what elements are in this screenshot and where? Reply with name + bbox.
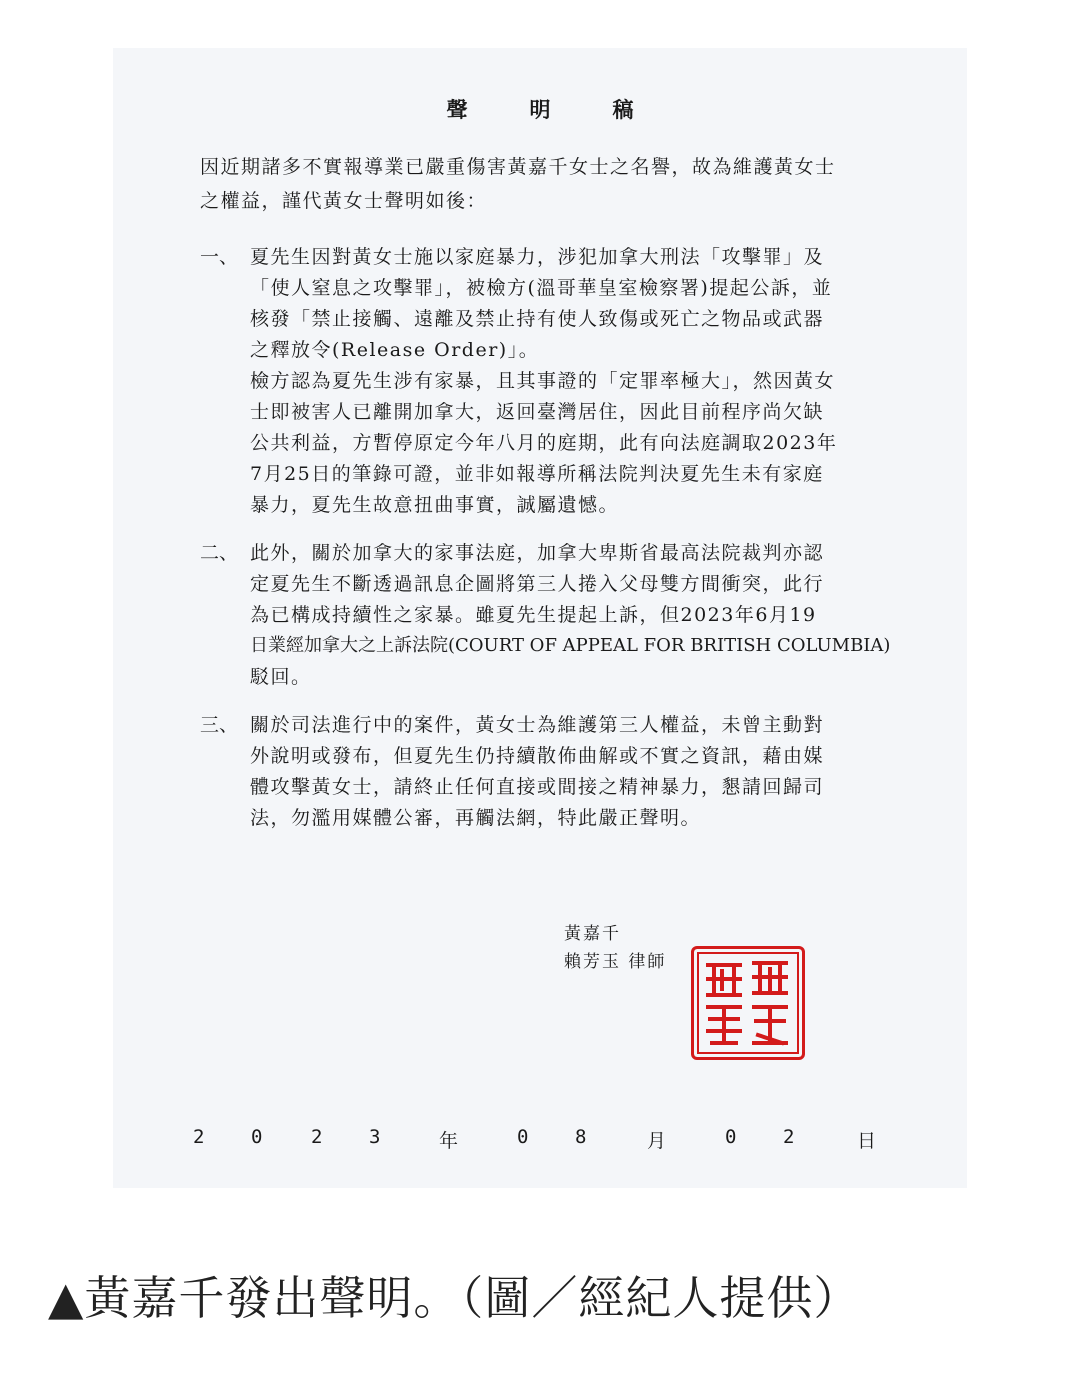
section-line: 士即被害人已離開加拿大，返回臺灣居住，因此目前程序尚欠缺: [250, 401, 825, 423]
section-line: 定夏先生不斷透過訊息企圖將第三人捲入父母雙方間衝突，此行: [250, 573, 825, 595]
date-char: 2: [311, 1126, 323, 1148]
section-number: 二、: [200, 542, 239, 564]
document-date: [193, 1126, 883, 1156]
section-line: 7月25日的筆錄可證，並非如報導所稱法院判決夏先生未有家庭: [250, 463, 824, 485]
section-line: 暴力，夏先生故意扭曲事實，誠屬遺憾。: [250, 494, 620, 516]
signature-name: 黃嘉千: [564, 924, 621, 944]
section-line: 「使人窒息之攻擊罪」，被檢方(溫哥華皇室檢察署)提起公訴，並: [250, 277, 833, 299]
date-char: 0: [251, 1126, 263, 1148]
section-line: 法，勿濫用媒體公審，再觸法網，特此嚴正聲明。: [250, 807, 702, 829]
section-line: 駁回。: [250, 666, 312, 688]
seal-glyph-icon: [694, 949, 802, 1057]
section-line: 之釋放令(Release Order)」。: [250, 339, 540, 361]
section-line: 核發「禁止接觸、遠離及禁止持有使人致傷或死亡之物品或武器: [250, 308, 825, 330]
section-line: 夏先生因對黃女士施以家庭暴力，涉犯加拿大刑法「攻擊罪」及: [250, 246, 825, 268]
intro-line: 因近期諸多不實報導業已嚴重傷害黃嘉千女士之名譽，故為維護黃女士: [200, 156, 836, 178]
section-line: 體攻擊黃女士，請終止任何直接或間接之精神暴力，懇請回歸司: [250, 776, 825, 798]
image-caption: ▲黃嘉千發出聲明。（圖／經紀人提供）: [48, 1271, 861, 1325]
date-char: 8: [575, 1126, 587, 1148]
section-line: 為已構成持續性之家暴。雖夏先生提起上訴，但2023年6月19: [250, 604, 817, 626]
date-char: 年: [439, 1130, 459, 1152]
lawyer-seal-stamp: [691, 946, 805, 1060]
section-line: 關於司法進行中的案件，黃女士為維護第三人權益，未曾主動對: [250, 714, 825, 736]
signature-lawyer: 賴芳玉 律師: [564, 952, 667, 972]
section-line: 日業經加拿大之上訴法院(COURT OF APPEAL FOR BRITISH COLUMBIA): [250, 635, 891, 656]
section-number: 一、: [200, 246, 239, 268]
section-line: 此外，關於加拿大的家事法庭，加拿大卑斯省最高法院裁判亦認: [250, 542, 825, 564]
date-char: 2: [193, 1126, 205, 1148]
intro-line: 之權益，謹代黃女士聲明如後：: [200, 190, 488, 212]
document-title: 聲明稿: [446, 97, 696, 122]
date-char: 0: [725, 1126, 737, 1148]
section-line: 公共利益，方暫停原定今年八月的庭期，此有向法庭調取2023年: [250, 432, 838, 454]
date-char: 2: [783, 1126, 795, 1148]
section-number: 三、: [200, 714, 239, 736]
statement-document: [113, 48, 967, 1188]
date-char: 3: [369, 1126, 381, 1148]
date-char: 月: [647, 1130, 667, 1152]
date-char: 0: [517, 1126, 529, 1148]
section-line: 外說明或發布，但夏先生仍持續散佈曲解或不實之資訊，藉由媒: [250, 745, 825, 767]
date-char: 日: [857, 1130, 877, 1152]
section-line: 檢方認為夏先生涉有家暴，且其事證的「定罪率極大」，然因黃女: [250, 370, 836, 392]
